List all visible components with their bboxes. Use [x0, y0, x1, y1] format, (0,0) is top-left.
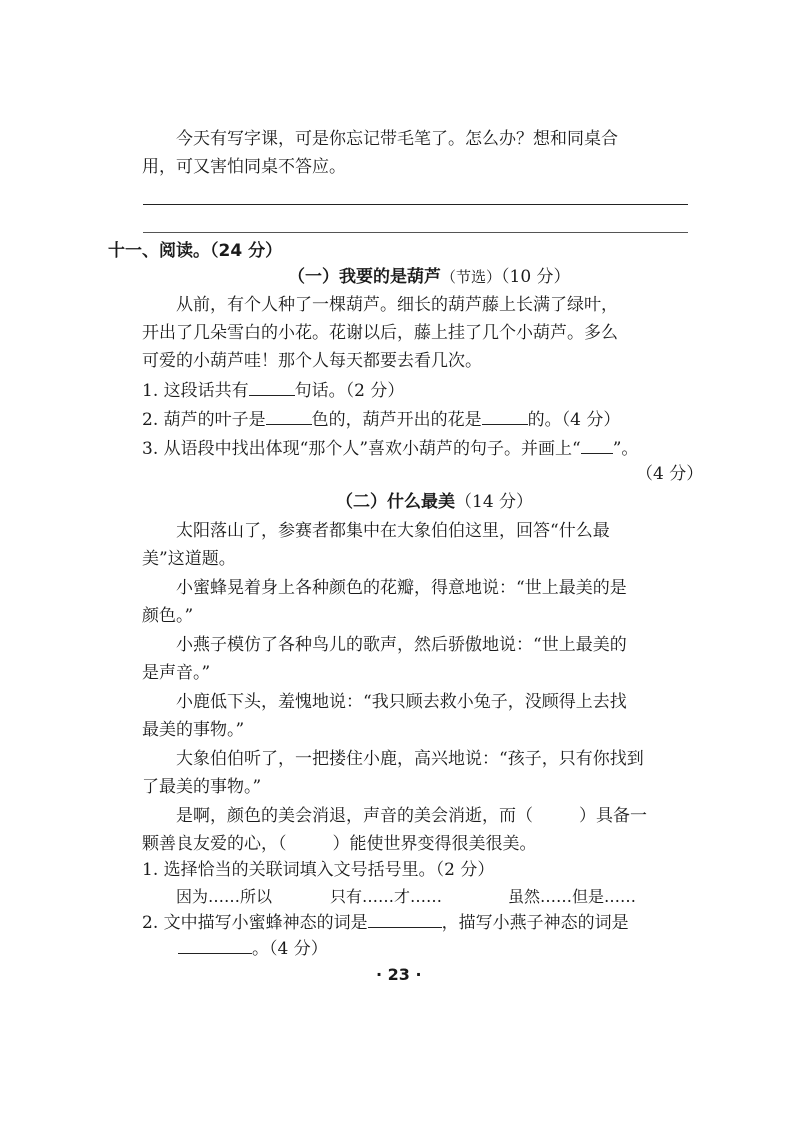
section-heading: 十一、阅读。（24 分） — [108, 241, 283, 261]
part2-passage-line: 是声音。” — [142, 663, 211, 683]
swallow-expression-blank[interactable] — [178, 937, 252, 954]
part2-fill-line-2: 颗善良友爱的心，（ ）能使世界变得很美很美。 — [142, 834, 537, 854]
part2-passage-line: 小蜜蜂晃着身上各种颜色的花瓣，得意地说：“世上最美的是 — [176, 578, 627, 598]
part2-title-score: （14 分） — [455, 492, 534, 512]
part1-passage-line: 可爱的小葫芦哇！那个人每天都要去看几次。 — [142, 351, 482, 371]
part2-fill-line-1: 是啊，颜色的美会消退，声音的美会消逝，而（ ）具备一 — [176, 806, 647, 826]
intro-line-2: 用，可又害怕同桌不答应。 — [142, 157, 346, 177]
part1-passage-line: 开出了几朵雪白的小花。花谢以后，藤上挂了几个小葫芦。多么 — [142, 323, 618, 343]
part1-title — [288, 266, 571, 288]
option-zhiyou-cai[interactable]: 只有……才…… — [330, 887, 443, 906]
part2-question-1: 1. 选择恰当的关联词填入文号括号里。（2 分） — [142, 860, 495, 880]
part2-title-main: （二）什么最美 — [336, 492, 455, 512]
part1-title-note: （节选） — [441, 268, 502, 286]
part2-question-2-cont: 。（4 分） — [178, 937, 328, 960]
answer-line-1[interactable] — [143, 204, 688, 205]
part2-passage-line: 了最美的事物。” — [142, 777, 262, 797]
part2-question-2: 2. 文中描写小蜜蜂神态的词是 ，描写小燕子神态的词是 — [142, 913, 629, 933]
q1-blank[interactable] — [249, 379, 295, 396]
underline-sample — [581, 437, 613, 454]
part2-passage-line: 最美的事物。” — [142, 720, 245, 740]
part2-passage-line: 太阳落山了，参赛者都集中在大象伯伯这里，回答“什么最 — [176, 521, 610, 541]
answer-line-2[interactable] — [143, 232, 688, 233]
part2-passage-line: 颜色。” — [142, 606, 194, 626]
leaf-color-blank[interactable] — [266, 408, 312, 425]
option-yinwei-suoyi[interactable]: 因为……所以 — [176, 887, 273, 906]
option-suiran-danshi[interactable]: 虽然……但是…… — [508, 887, 637, 906]
part1-passage-line: 从前，有个人种了一棵葫芦。细长的葫芦藤上长满了绿叶， — [176, 295, 618, 315]
part1-question-3-score: （4 分） — [636, 464, 704, 484]
part1-title-score: （10 分） — [501, 267, 571, 287]
part2-passage-line: 大象伯伯听了，一把搂住小鹿，高兴地说：“孩子，只有你找到 — [176, 749, 644, 769]
part1-title-main: （一）我要的是葫芦 — [288, 267, 441, 287]
part2-passage-line: 小燕子模仿了各种鸟儿的歌声，然后骄傲地说：“世上最美的 — [176, 635, 627, 655]
bee-expression-blank[interactable] — [368, 911, 442, 928]
part2-passage-line: 小鹿低下头，羞愧地说：“我只顾去救小兔子，没顾得上去找 — [176, 692, 627, 712]
flower-color-blank[interactable] — [482, 408, 528, 425]
page-number: · 23 · — [376, 965, 422, 984]
part2-title — [336, 491, 533, 513]
part1-question-1: 1. 这段话共有 句话。（2 分） — [142, 381, 405, 401]
part2-passage-line: 美”这道题。 — [142, 549, 236, 569]
part1-question-3: 3. 从语段中找出体现“那个人”喜欢小葫芦的句子。并画上“ ”。 — [142, 439, 639, 459]
intro-line-1: 今天有写字课，可是你忘记带毛笔了。怎么办？想和同桌合 — [176, 129, 618, 149]
part1-question-2: 2. 葫芦的叶子是 色的，葫芦开出的花是 的。（4 分） — [142, 410, 621, 430]
